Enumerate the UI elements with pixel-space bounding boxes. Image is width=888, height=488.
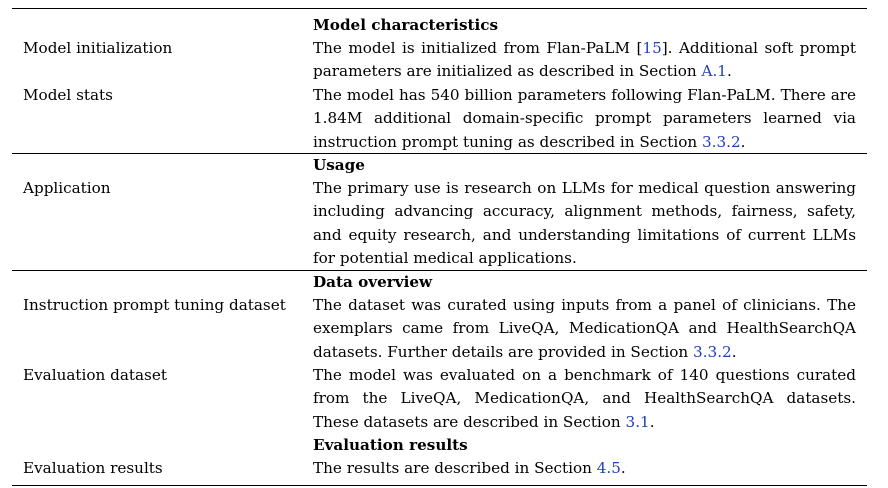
description-text: The model was evaluated on a benchmark of 140 questions curated from the LiveQA, MedicationQA, and HealthSearchQA datasets. These datasets are described in Section — [313, 366, 856, 431]
row-description — [313, 294, 856, 364]
row-description — [313, 364, 856, 434]
description-text: The primary use is research on LLMs for medical question answering including advancing accuracy, alignment methods, fairness, safety, and equity research, and understanding limitations of current LLMs for potential medical applications. — [313, 179, 856, 267]
table-bottom-rule — [12, 485, 867, 486]
description-text: ]. Additional soft prompt parameters are initialized as described in Section — [313, 39, 856, 81]
description-text: The model has 540 billion parameters following Flan-PaLM. There are 1.84M additional domain-specific prompt parameters learned via instruction prompt tuning as described in Section — [313, 86, 856, 151]
row-label: Evaluation dataset — [23, 366, 167, 384]
description-text: . — [649, 412, 655, 431]
section-heading: Evaluation results — [313, 436, 468, 454]
section-heading: Usage — [313, 156, 365, 174]
description-text: The results are described in Section — [313, 459, 597, 477]
section-reference-link[interactable]: 3.1 — [625, 412, 650, 431]
section-rule — [12, 270, 867, 271]
description-text: The model is initialized from Flan-PaLM [ — [313, 39, 643, 57]
row-label: Instruction prompt tuning dataset — [23, 296, 286, 314]
section-heading: Model characteristics — [313, 16, 499, 34]
row-description — [313, 84, 856, 154]
row-description — [313, 177, 856, 270]
description-text: . — [740, 132, 746, 151]
row-description — [313, 457, 856, 480]
row-label: Application — [23, 179, 111, 197]
citation-link[interactable]: 15 — [642, 39, 662, 57]
section-reference-link[interactable]: A.1 — [701, 62, 727, 81]
row-label: Model initialization — [23, 39, 173, 57]
description-text: The dataset was curated using inputs from a panel of clinicians. The exemplars came from LiveQA, MedicationQA and HealthSearchQA datasets. Further details are provided in Section — [313, 296, 856, 361]
section-reference-link[interactable]: 3.3.2 — [693, 342, 732, 361]
table-top-rule — [12, 8, 867, 9]
description-text: . — [731, 342, 737, 361]
section-rule — [12, 153, 867, 154]
row-label: Model stats — [23, 86, 113, 104]
description-text: . — [620, 459, 626, 477]
description-text: . — [726, 62, 732, 81]
section-heading: Data overview — [313, 273, 433, 291]
section-reference-link[interactable]: 4.5 — [596, 459, 621, 477]
section-reference-link[interactable]: 3.3.2 — [701, 132, 741, 151]
row-description — [313, 37, 856, 84]
row-label: Evaluation results — [23, 459, 163, 477]
